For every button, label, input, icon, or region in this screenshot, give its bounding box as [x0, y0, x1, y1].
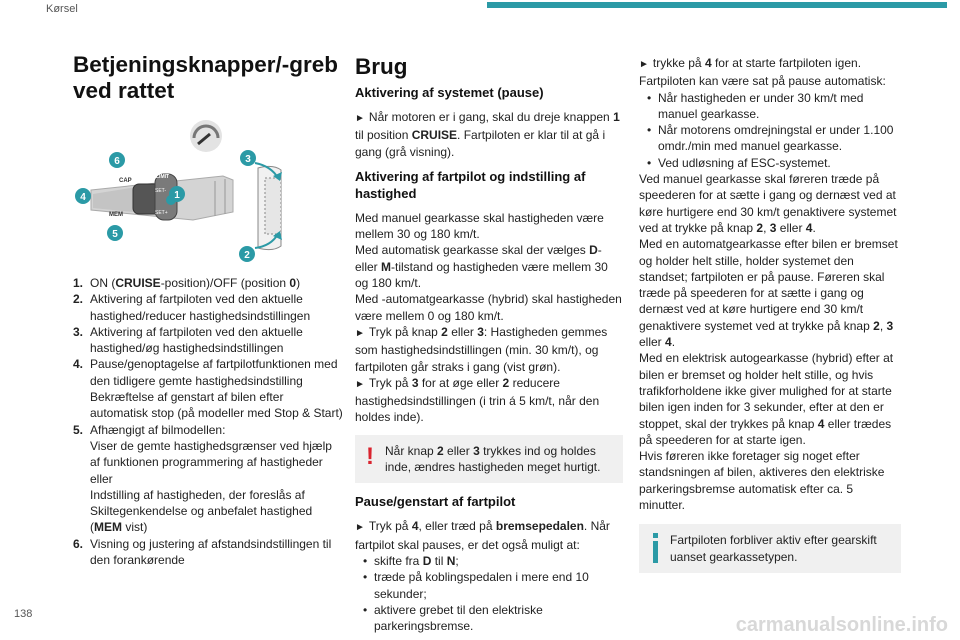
heading-speed-setting: Aktivering af fartpilot og indstilling af hastighed: [355, 168, 586, 201]
switch-label-cap: CAP: [119, 178, 132, 184]
paragraph-auto-pause: Fartpiloten kan være sat på pause automatisk:: [639, 74, 886, 89]
svg-text:2: 2: [244, 250, 250, 261]
svg-text:4: 4: [80, 192, 86, 203]
svg-text:5: 5: [112, 229, 118, 240]
controls-list: [73, 275, 343, 568]
column-restart: [639, 55, 901, 573]
list-item: • aktivere grebet til den elektriske parkeringsbremse.: [363, 602, 543, 634]
paragraph-electric: Med en elektrisk autogearkasse (hybrid) efter at bilen er bremset og holder helt stille, og hvis trafikforholdene ikke giver mulighed for at starte bilen igen inden for 3 sekunder, efter at den er stoppet, skal der trykkes på knap 4 eller trædes på speederen for at starte igen.: [639, 351, 894, 447]
list-item: • Ved udløsning af ESC-systemet.: [647, 155, 831, 170]
page-title: Betjeningsknapper/-greb ved rattet: [73, 52, 339, 103]
list-item: 2. Aktivering af fartpiloten ved den aktuelle hastighed/reducer hastighedsindstillingen: [73, 292, 311, 323]
list-item: 1. ON (CRUISE-position)/OFF (position 0): [73, 276, 301, 290]
paragraph-automatic: Med automatisk gearkasse skal der vælges D- eller M-tilstand og hastigheden være mellem 30 og 180 km/t.: [355, 243, 608, 291]
warning-box: ! Når knap 2 eller 3 trykkes ind og holdes inde, ændres hastigheden meget hurtigt.: [355, 435, 623, 484]
warning-icon: !: [366, 442, 374, 470]
switch-label-limit: LIMIT: [156, 174, 170, 180]
svg-text:3: 3: [245, 154, 251, 165]
section-label: Kørsel: [46, 3, 78, 15]
list-item: 5. Afhængigt af bilmodellen: Viser de gemte hastighedsgrænser ved hjælp af funktionen programmering af hastigheder eller Indstilling af hastigheden, der foreslås af Skiltegenkendelse og anbefalet hastighed (MEM vist): [73, 422, 332, 535]
section-title-usage: Brug: [355, 54, 408, 79]
auto-pause-list: [639, 90, 901, 171]
steering-controls-illustration: [73, 118, 343, 263]
steering-controls-figure: [73, 118, 343, 263]
switch-label-mem: MEM: [109, 212, 123, 218]
callout-2: [239, 246, 255, 262]
callout-4: [75, 188, 91, 204]
paragraph-adjust: ► Tryk på 3 for at øge eller 2 reducere hastighedsindstillingen (i trin á 5 km/t, når den holdes inde).: [355, 375, 600, 425]
paragraph-activation: ► Når motoren er i gang, skal du dreje knappen 1 til position CRUISE. Fartpiloten er klar til at gå i gang (grå visning).: [355, 110, 620, 159]
stalk-side-view: [255, 163, 282, 250]
list-item: • Når motorens omdrejningstal er under 1.100 omdr./min med manuel gearkasse.: [647, 123, 894, 154]
info-icon: [651, 533, 659, 563]
arrow-icon: ►: [639, 59, 649, 70]
arrow-icon: ►: [355, 522, 365, 534]
arrow-icon: ►: [355, 378, 365, 390]
paragraph-manual-restart: Ved manuel gearkasse skal føreren træde på speederen for at sætte i gang og dernæst ved at køre hurtigere end 30 km/t genaktivere systemet ved at trykke på knap 2, 3 eller 4.: [639, 172, 897, 235]
list-item: • Når hastigheden er under 30 km/t med manuel gearkasse.: [647, 90, 864, 121]
callout-5: [107, 225, 123, 241]
list-item: • skifte fra D til N;: [363, 553, 459, 568]
list-item: 4. Pause/genoptagelse af fartpilotfunktionen med den tidligere gemte hastighedsindstilling Bekræftelse af genstart af bilen efter automatisk stop (på modeller med Stop & Start): [73, 357, 343, 421]
list-item: 6. Visning og justering af afstandsindstillingen til den forankørende: [73, 536, 332, 568]
paragraph-no-action: Hvis føreren ikke foretager sig noget efter standsningen af bilen, aktiveres den elektriske parkeringsbremse automatisk efter ca. 5 minutter.: [639, 449, 885, 513]
svg-text:6: 6: [114, 156, 120, 167]
watermark: carmanualsonline.info: [735, 614, 948, 636]
paragraph-manual: Med manuel gearkasse skal hastigheden være mellem 30 og 180 km/t.: [355, 210, 604, 242]
page-number: 138: [14, 608, 33, 620]
heading-pause: Pause/genstart af fartpilot: [355, 494, 516, 510]
switch-label-set-plus: SET+: [155, 210, 168, 216]
column-controls: [73, 52, 343, 568]
arrow-icon: ►: [355, 113, 365, 124]
callout-1: [169, 186, 185, 202]
column-usage: [355, 52, 623, 634]
paragraph-restart: ► trykke på 4 for at starte fartpiloten igen.: [639, 56, 862, 70]
list-item: • træde på koblingspedalen i mere end 10 sekunder;: [363, 570, 589, 601]
callout-3: [240, 150, 256, 166]
paragraph-press: ► Tryk på knap 2 eller 3: Hastigheden gemmes som hastighedsindstillingen (min. 30 km/t), og fartpiloten går straks i gang (vist grøn).: [355, 324, 608, 374]
svg-text:1: 1: [174, 190, 180, 201]
paragraph-hybrid: Med -automatgearkasse (hybrid) skal hastigheden være mellem 0 og 180 km/t.: [355, 292, 622, 323]
callout-6: [109, 152, 125, 168]
switch-label-set-minus: SET-: [155, 188, 167, 194]
steering-wheel-icon: [190, 120, 222, 152]
paragraph-auto-restart: Med en automatgearkasse efter bilen er bremset og holder helt stille, holder systemet den standset; fartpiloten er på pause. Føreren skal træde på speederen for at sætte i gang og dernæst ved at køre hurtigere end 30 km/t genaktivere systemet ved at trykke på knap 2, 3 eller 4.: [639, 237, 898, 350]
pause-options-list: [355, 553, 623, 634]
info-box: Fartpiloten forbliver aktiv efter gearskift uanset gearkassetypen.: [639, 524, 901, 573]
paragraph-pause: ► Tryk på 4, eller træd på bremsepedalen. Når fartpilot skal pauses, er det også muligt at:: [355, 519, 610, 552]
section-accent-bar: [487, 2, 947, 8]
heading-activation: Aktivering af systemet (pause): [355, 85, 544, 100]
arrow-icon: ►: [355, 327, 365, 339]
list-item: 3. Aktivering af fartpiloten ved den aktuelle hastighed/øg hastighedsindstillingen: [73, 324, 303, 356]
